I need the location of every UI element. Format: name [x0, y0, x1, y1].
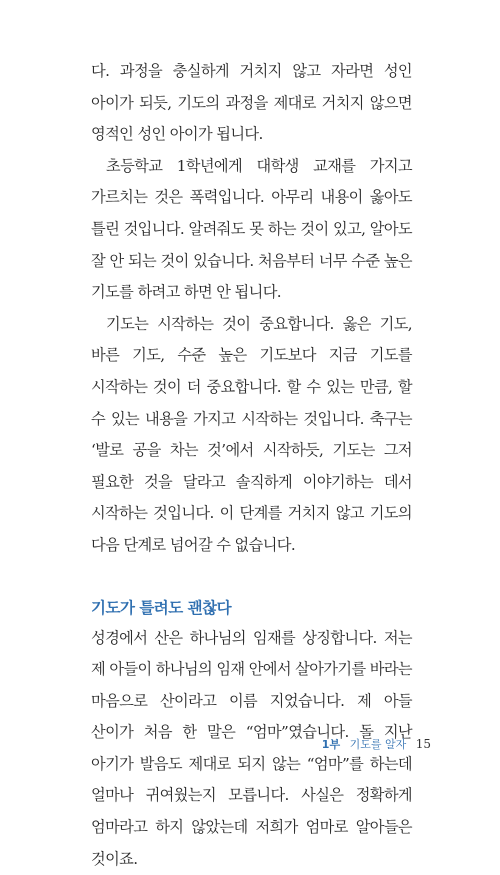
- footer-part-label: 1부: [322, 738, 340, 751]
- body-text: [91, 56, 412, 875]
- page-footer: [322, 737, 431, 752]
- section-title: 기도가 틀려도 괜찮다: [91, 593, 412, 623]
- paragraph-continuation: 다. 과정을 충실하게 거치지 않고 자라면 성인 아이가 되듯, 기도의 과정을 제대로 거치지 않으면 영적인 성인 아이가 됩니다.: [91, 56, 412, 151]
- paragraph: 기도는 시작하는 것이 중요합니다. 옳은 기도, 바른 기도, 수준 높은 기도보다 지금 기도를 시작하는 것이 더 중요합니다. 할 수 있는 만큼, 할 수 있는 내용을 가지고 시작하는 것입니다. 축구는 ‘발로 공을 차는 것’에서 시작하듯, 기도는 그저 필요한 것을 달라고 솔직하게 이야기하는 데서 시작하는 것입니다. 이 단계를 거치지 않고 기도의 다음 단계로 넘어갈 수 없습니다.: [91, 309, 412, 562]
- footer-chapter-title: 기도를 알자: [350, 738, 407, 751]
- page-number: 15: [416, 737, 431, 751]
- paragraph: 초등학교 1학년에게 대학생 교재를 가지고 가르치는 것은 폭력입니다. 아무리 내용이 옳아도 틀린 것입니다. 알려줘도 못 하는 것이 있고, 알아도 잘 안 되는 것이 있습니다. 처음부터 너무 수준 높은 기도를 하려고 하면 안 됩니다.: [91, 151, 412, 309]
- section-paragraph: 성경에서 산은 하나님의 임재를 상징합니다. 저는 제 아들이 하나님의 임재 안에서 살아가기를 바라는 마음으로 산이라고 이름 지었습니다. 제 아들 산이가 처음 한 말은 “엄마”였습니다. 돌 지난 아기가 발음도 제대로 되지 않는 “엄마”를 하는데 얼마나 귀여웠는지 모릅니다. 사실은 정확하게 엄마라고 하지 않았는데 저희가 엄마로 알아들은 것이죠.: [91, 623, 412, 875]
